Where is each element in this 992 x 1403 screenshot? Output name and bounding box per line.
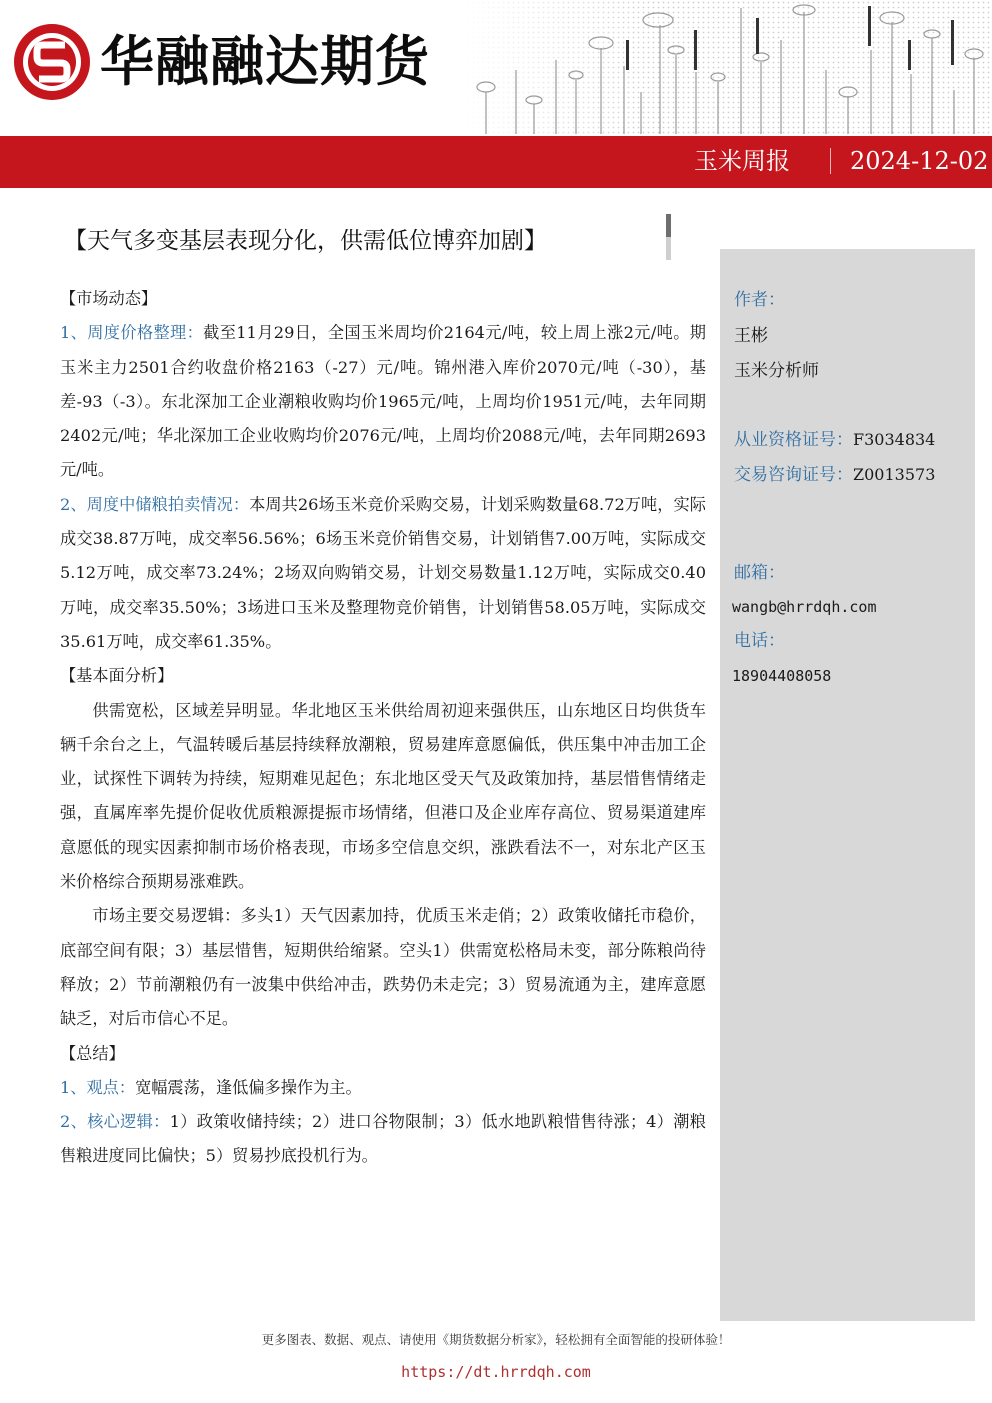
report-type: 玉米周报 bbox=[694, 147, 790, 175]
footer-note: 更多图表、数据、观点、请使用《期货数据分析家》，轻松拥有全面智能的投研体验！ bbox=[261, 1332, 731, 1347]
price-text: 截至11月29日，全国玉米周均价2164元/吨，较上周上涨2元/吨。期玉米主力2501合约收盘价格2163（-27）元/吨。锦州港入库价2070元/吨（-30），基差-93（-3）。东北深加工企业潮粮收购均价1965元/吨，上周均价1951元/吨，去年同期2402元/吨；华北深加工企业收购均价2076元/吨，上周均价2088元/吨，去年同期2693元/吨。 bbox=[60, 323, 706, 480]
header-decoration bbox=[456, 0, 992, 134]
hrrd-logo-icon bbox=[12, 22, 92, 102]
fundamental-heading: 【基本面分析】 bbox=[60, 666, 174, 686]
title-marker bbox=[666, 214, 671, 260]
logic-label: 2、核心逻辑： bbox=[60, 1112, 170, 1132]
market-heading: 【市场动态】 bbox=[60, 289, 158, 308]
summary-heading: 【总结】 bbox=[60, 1043, 125, 1063]
fundamental-para-2: 市场主要交易逻辑：多头1）天气因素加持，优质玉米走俏；2）政策收储托市稳价，底部空间有限；3）基层惜售，短期供给缩紧。空头1）供需宽松格局未变，部分陈粮尚待释放；2）节前潮粮仍有一波集中供给冲击，跌势仍未走完；3）贸易流通为主，建库意愿缺乏，对后市信心不足。 bbox=[60, 906, 706, 1029]
fundamental-para-1: 供需宽松，区域差异明显。华北地区玉米供给周初迎来强供压，山东地区日均供货车辆千余台之上，气温转暖后基层持续释放潮粮，贸易建库意愿偏低，供压集中冲击加工企业，试探性下调转为持续，短期难见起色；东北地区受天气及政策加持，基层惜售情绪走强，直属库率先提价促收优质粮源提振市场情绪，但港口及企业库存高位、贸易渠道建库意愿低的现实因素抑制市场价格表现，市场多空信息交织，涨跌看法不一，对东北产区玉米价格综合预期易涨难跌。 bbox=[60, 700, 706, 892]
consult-row bbox=[734, 464, 935, 486]
auction-label: 2、周度中储粮拍卖情况： bbox=[60, 494, 250, 514]
footer-link[interactable]: https://dt.hrrdqh.com bbox=[401, 1363, 591, 1381]
market-item-price bbox=[60, 316, 706, 487]
page-header bbox=[0, 0, 992, 136]
consult-label: 交易咨询证号： bbox=[734, 465, 853, 485]
phone-label: 电话： bbox=[734, 631, 785, 651]
report-bar bbox=[0, 136, 992, 188]
author-sidebar bbox=[720, 249, 975, 1321]
license-row bbox=[734, 429, 935, 451]
view-label: 1、观点： bbox=[60, 1077, 136, 1097]
phone-value: 18904408058 bbox=[732, 667, 832, 685]
author-label: 作者： bbox=[734, 290, 785, 310]
market-item-auction bbox=[60, 488, 706, 659]
email-value[interactable]: wangb@hrrdqh.com bbox=[732, 598, 877, 616]
report-title: 【天气多变基层表现分化，供需低位博弈加剧】 bbox=[64, 228, 547, 254]
email-label: 邮箱： bbox=[734, 563, 785, 583]
report-body bbox=[60, 282, 706, 1174]
author-title: 玉米分析师 bbox=[734, 361, 819, 381]
price-label: 1、周度价格整理： bbox=[60, 323, 204, 343]
report-date: 2024-12-02 bbox=[850, 147, 989, 175]
logic-text: 1）政策收储持续；2）进口谷物限制；3）低水地趴粮惜售待涨；4）潮粮售粮进度同比偏快；5）贸易抄底投机行为。 bbox=[60, 1112, 706, 1166]
bar-separator bbox=[830, 148, 831, 174]
author-name: 王彬 bbox=[734, 326, 768, 346]
brand-name: 华融融达期货 bbox=[100, 30, 430, 93]
summary-logic bbox=[60, 1105, 706, 1174]
summary-view bbox=[60, 1071, 706, 1105]
auction-text: 本周共26场玉米竞价采购交易，计划采购数量68.72万吨，实际成交38.87万吨，成交率56.56%；6场玉米竞价销售交易，计划销售7.00万吨，实际成交5.12万吨，成交率73.24%；2场双向购销交易，计划交易数量1.12万吨，实际成交0.40万吨，成交率35.50%；3场进口玉米及整理物竞价销售，计划销售58.05万吨，实际成交35.61万吨，成交率61.35%。 bbox=[60, 494, 706, 651]
license-label: 从业资格证号： bbox=[734, 430, 853, 450]
view-text: 宽幅震荡，逢低偏多操作为主。 bbox=[135, 1077, 362, 1097]
license-value: F3034834 bbox=[853, 430, 936, 449]
consult-value: Z0013573 bbox=[853, 465, 936, 484]
